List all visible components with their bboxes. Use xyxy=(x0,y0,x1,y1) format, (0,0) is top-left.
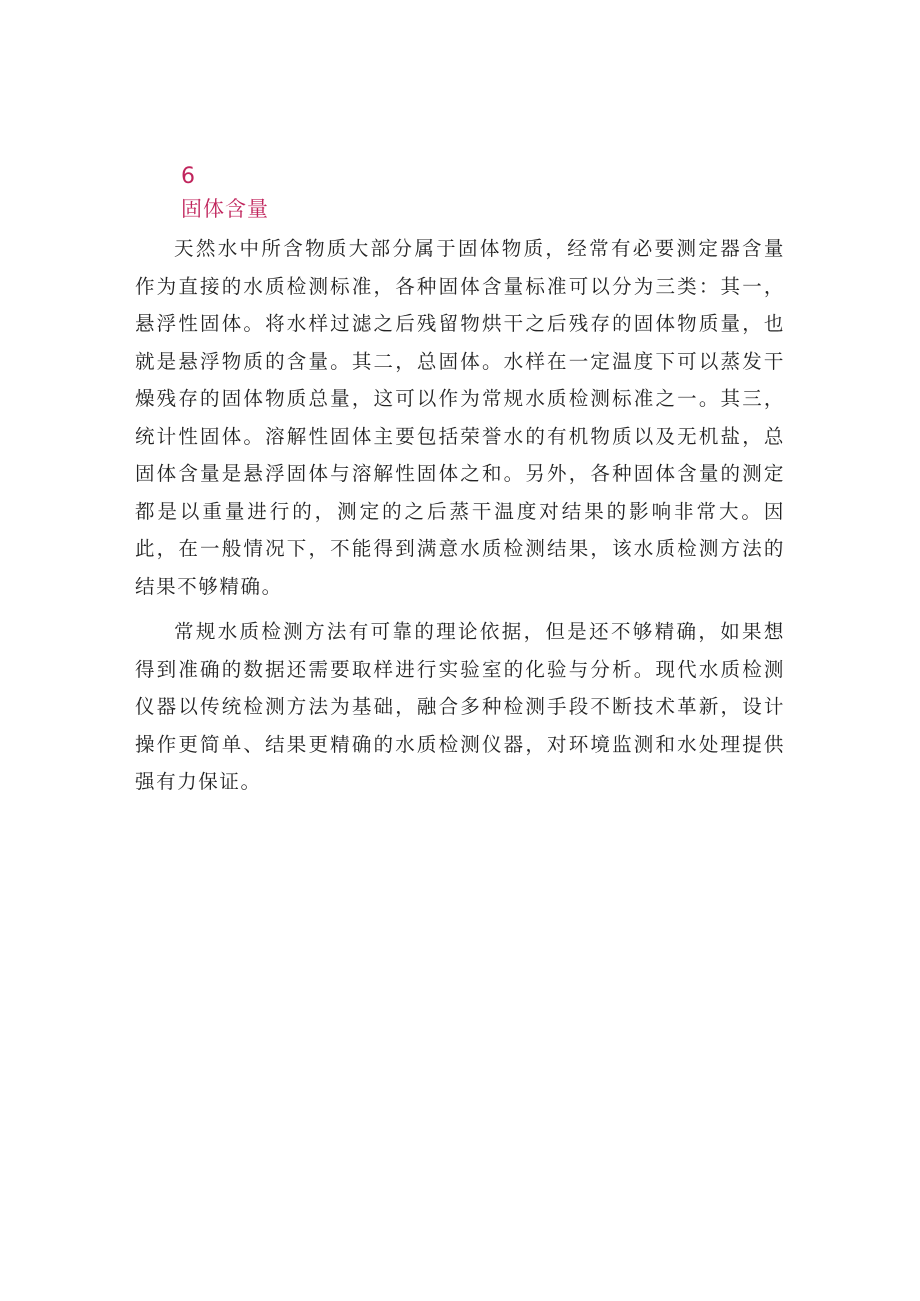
document-body xyxy=(135,162,785,809)
section-title: 固体含量 xyxy=(181,197,269,221)
paragraph-2: 常规水质检测方法有可靠的理论依据，但是还不够精确，如果想得到准确的数据还需要取样进行实验室的化验与分析。现代水质检测仪器以传统检测方法为基础，融合多种检测手段不断技术革新，设计操作更简单、结果更精确的水质检测仪器，对环境监测和水处理提供强有力保证。 xyxy=(135,620,785,793)
paragraph-1: 天然水中所含物质大部分属于固体物质，经常有必要测定器含量作为直接的水质检测标准，各种固体含量标准可以分为三类：其一，悬浮性固体。将水样过滤之后残留物烘干之后残存的固体物质量，也就是悬浮物质的含量。其二，总固体。水样在一定温度下可以蒸发干燥残存的固体物质总量，这可以作为常规水质检测标准之一。其三，统计性固体。溶解性固体主要包括荣誉水的有机物质以及无机盐，总固体含量是悬浮固体与溶解性固体之和。另外，各种固体含量的测定都是以重量进行的，测定的之后蒸干温度对结果的影响非常大。因此，在一般情况下，不能得到满意水质检测结果，该水质检测方法的结果不够精确。 xyxy=(135,237,785,598)
section-number: 6 xyxy=(181,164,195,189)
